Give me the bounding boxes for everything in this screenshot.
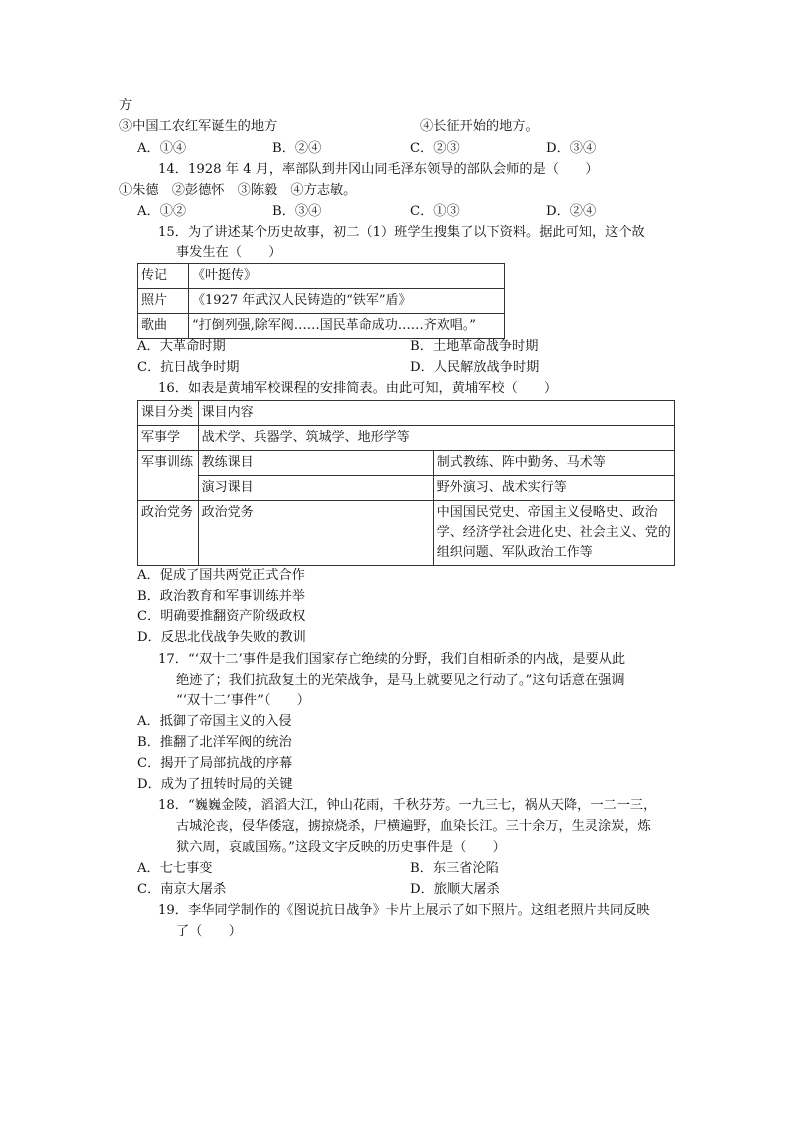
table-row [138,289,505,314]
q15-answer-a: A．大革命时期 [137,339,226,354]
q19-stem-line1: 19．李华同学制作的《图说抗日战争》卡片上展示了如下照片。这组老照片共同反映 [158,903,650,918]
table-cell: 演习课目 [198,476,433,501]
q15-stem-line2: 事发生在（ ） [176,245,282,260]
table-cell: 照片 [138,289,189,314]
q13-option-3: ③中国工农红军诞生的地方 [119,119,278,134]
q13-option-4: ④长征开始的地方。 [420,119,539,134]
table-row [138,401,675,426]
table-cell: 政治党务 [198,501,433,566]
q17-stem-line3: “‘双十二’事件”（ ） [176,693,310,708]
table-cell: “打倒列强,除军阀……国民革命成功……齐欢唱。” [189,314,505,339]
q13-answer-a: A．①④ [137,141,187,156]
continued-text: 方 [119,98,133,113]
q14-answer-c: C．①③ [410,204,460,219]
q15-source-table [137,263,505,339]
table-cell: 野外演习、战术实行等 [433,476,674,501]
q14-items: ①朱德 ②彭德怀 ③陈毅 ④方志敏。 [119,183,357,198]
q16-course-table [137,400,675,566]
table-cell: 歌曲 [138,314,189,339]
table-row [138,476,675,501]
q18-stem-line1: 18．“巍巍金陵，滔滔大江，钟山花雨，千秋芬芳。一九三七，祸从天降，一二一三， [158,798,657,813]
table-cell: 教练课目 [198,451,433,476]
q16-stem: 16．如表是黄埔军校课程的安排简表。由此可知，黄埔军校（ ） [158,381,558,396]
table-row [138,451,675,476]
q17-stem-line1: 17．“‘双十二’事件是我们国家存亡绝续的分野，我们自相斫杀的内战，是要从此 [158,652,626,667]
q15-answer-d: D．人民解放战争时期 [410,360,540,375]
table-row [138,501,675,566]
table-cell: 制式教练、阵中勤务、马术等 [433,451,674,476]
q16-answer-d: D．反思北伐战争失败的教训 [137,630,306,645]
q14-answer-a: A．①② [137,204,187,219]
table-cell: 战术学、兵器学、筑城学、地形学等 [198,426,674,451]
table-row [138,264,505,289]
q15-stem-line1: 15．为了讲述某个历史故事，初二（1）班学生搜集了以下资料。据此可知，这个故 [158,225,645,240]
q18-answer-b: B．东三省沦陷 [410,861,499,876]
q13-answer-c: C．②③ [410,141,460,156]
q13-answer-d: D．③④ [546,141,597,156]
q16-answer-a: A．促成了国共两党正式合作 [137,568,305,583]
table-cell: 军事训练 [138,451,199,501]
q14-stem: 14．1928 年 4 月，率部队到井冈山同毛泽东领导的部队会师的是（ ） [158,162,599,177]
q19-stem-line2: 了（ ） [176,924,242,939]
table-cell: 军事学 [138,426,199,451]
table-cell: 课目分类 [138,401,199,426]
q17-answer-b: B．推翻了北洋军阀的统治 [137,735,292,750]
q17-answer-a: A．抵御了帝国主义的入侵 [137,714,292,729]
table-cell: 《1927 年武汉人民铸造的“铁军”盾》 [189,289,505,314]
q15-answer-b: B．土地革命战争时期 [410,339,539,354]
q18-stem-line2: 古城沦丧，侵华倭寇，掳掠烧杀，尸横遍野，血染长江。三十余万，生灵涂炭，炼 [176,819,651,834]
table-cell: 中国国民党史、帝国主义侵略史、政治学、经济学社会进化史、社会主义、党的组织问题、军队政治工作等 [433,501,674,566]
q14-answer-b: B．③④ [272,204,322,219]
q15-answer-c: C．抗日战争时期 [137,360,240,375]
table-row [138,426,675,451]
q18-answer-c: C．南京大屠杀 [137,882,227,897]
table-cell: 《叶挺传》 [189,264,505,289]
table-cell: 课目内容 [198,401,674,426]
q18-stem-line3: 狱六周，哀戚国殇。”这段文字反映的历史事件是（ ） [176,840,506,855]
q18-answer-d: D．旅顺大屠杀 [410,882,500,897]
q13-answer-b: B．②④ [272,141,322,156]
q17-answer-d: D．成为了扭转时局的关键 [137,777,293,792]
table-cell: 政治党务 [138,501,199,566]
q16-answer-b: B．政治教育和军事训练并举 [137,589,305,604]
q17-stem-line2: 绝迹了；我们抗敌复土的光荣战争，是马上就要见之行动了。”这句话意在强调 [176,673,625,688]
table-cell: 传记 [138,264,189,289]
table-row [138,314,505,339]
q18-answer-a: A．七七事变 [137,861,213,876]
q14-answer-d: D．②④ [546,204,597,219]
q17-answer-c: C．揭开了局部抗战的序幕 [137,756,293,771]
q16-answer-c: C．明确要推翻资产阶级政权 [137,609,306,624]
